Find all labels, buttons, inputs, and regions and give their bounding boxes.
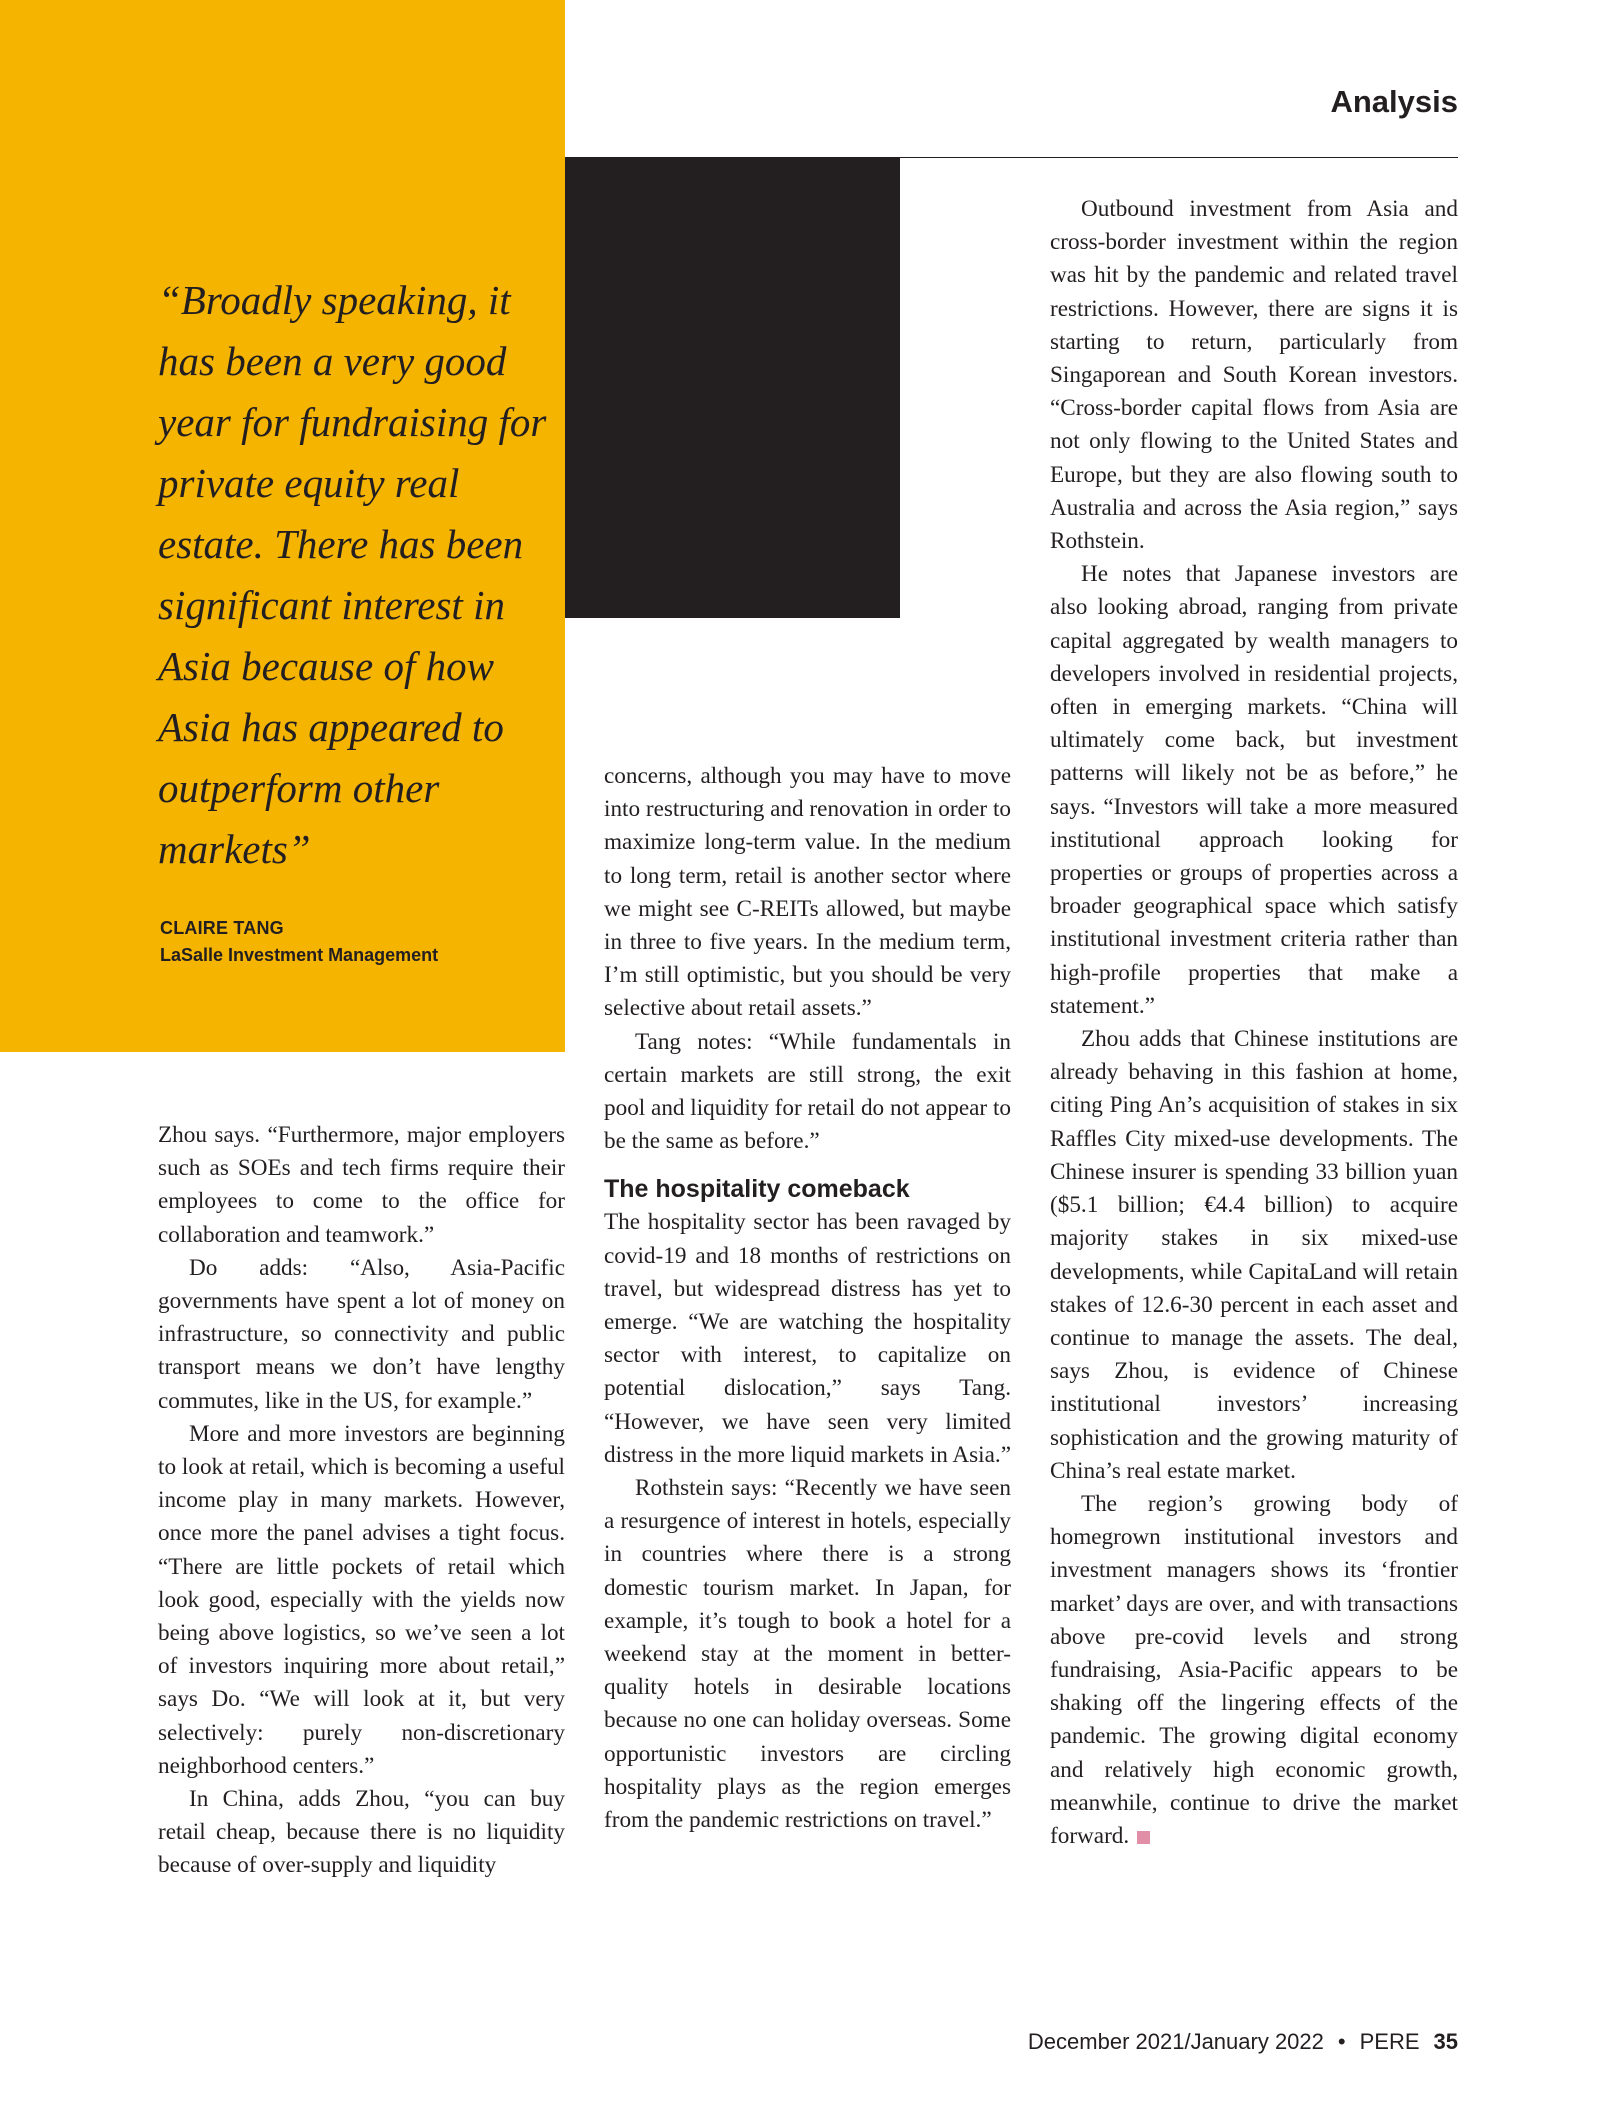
article-column-3 <box>1050 193 1458 1853</box>
paragraph-text: The region’s growing body of homegrown institutional investors and investment managers shows its ‘frontier market’ days are over, and with transactions above pre-covid levels and strong fundraising, Asia-Pacific appears to be shaking off the lingering effects of the pandemic. The growing digital economy and relatively high economic growth, meanwhile, continue to drive the market forward. <box>1050 1490 1458 1849</box>
header-rule <box>565 157 1458 158</box>
pullquote-text: “Broadly speaking, it has been a very good year for fundraising for private equity real estate. There has been significant interest in Asia because of how Asia has appeared to outperform other markets” <box>158 277 547 872</box>
pullquote-attribution-name: CLAIRE TANG <box>160 918 284 938</box>
pullquote-attribution-organization: LaSalle Investment Management <box>160 945 439 965</box>
paragraph: More and more investors are beginning to look at retail, which is becoming a useful income play in many markets. However, once more the panel advises a tight focus. “There are little pockets of retail which look good, especially with the yields now being above logistics, so we’ve seen a lot of investors inquiring more about retail,” says Do. “We will look at it, but very selectively: purely non-discretionary neighborhood centers.” <box>158 1420 565 1779</box>
paragraph: Do adds: “Also, Asia-Pacific governments have spent a lot of money on infrastructure, so connectivity and public transport means we don’t have lengthy commutes, like in the US, for example.” <box>158 1254 565 1414</box>
paragraph-final <box>1050 1488 1458 1853</box>
publication-name: PERE <box>1359 2029 1420 2054</box>
paragraph: Rothstein says: “Recently we have seen a resurgence of interest in hotels, especially in countries where there is a strong domestic tourism market. In Japan, for example, it’s tough to book a hotel for a weekend stay at the moment in better-quality hotels in desirable locations because no one can holiday overseas. Some opportunistic investors are circling hospitality plays as the region emerges from the pandemic restrictions on travel.” <box>604 1475 1011 1834</box>
article-column-1 <box>158 1119 565 1883</box>
issue-date: December 2021/January 2022 <box>1027 2029 1324 2054</box>
subheading: The hospitality comeback <box>604 1175 910 1204</box>
paragraph: Tang notes: “While fundamentals in certain markets are still strong, the exit pool and liquidity for retail do not appear to be the same as before.” <box>604 1028 1011 1155</box>
footer-bullet: • <box>1337 2029 1346 2054</box>
article-column-2 <box>604 760 1011 1837</box>
paragraph: He notes that Japanese investors are also looking abroad, ranging from private capital aggregated by wealth managers to developers involved in residential projects, often in emerging markets. “China will ultimately come back, but investment patterns will likely not be as before,” he says. “Investors will take a more measured institutional approach looking for properties or groups of properties across a broader geographical space which satisfy institutional investment criteria rather than high-profile properties that make a statement.” <box>1050 561 1458 1019</box>
paragraph: concerns, although you may have to move into restructuring and renovation in order to maximize long-term value. In the medium to long term, retail is another sector where we might see C-REITs allowed, but maybe in three to five years. In the medium term, I’m still optimistic, but you should be very selective about retail assets.” <box>604 763 1011 1022</box>
page-footer <box>1028 2029 1458 2055</box>
end-of-article-mark <box>1137 1831 1150 1844</box>
page-number: 35 <box>1433 2029 1458 2054</box>
paragraph: The hospitality sector has been ravaged by covid-19 and 18 months of restrictions on travel, but widespread distress has yet to emerge. “We are watching the hospitality sector with interest, to capitalize on potential dislocation,” says Tang. “However, we have seen very limited distress in the more liquid markets in Asia.” <box>604 1209 1012 1468</box>
paragraph: Zhou adds that Chinese institutions are already behaving in this fashion at home, citing Ping An’s acquisition of stakes in six Raffles City mixed-use developments. The Chinese insurer is spending 33 billion yuan ($5.1 billion; €4.4 billion) to acquire majority stakes in six mixed-use developments, while CapitaLand will retain stakes of 12.6-30 percent in each asset and continue to manage the assets. The deal, says Zhou, is evidence of Chinese institutional investors’ increasing sophistication and the growing maturity of China’s real estate market. <box>1050 1026 1458 1484</box>
pullquote-panel <box>0 0 565 1052</box>
paragraph: Zhou says. “Furthermore, major employers such as SOEs and tech firms require their employees to come to the office for collaboration and teamwork.” <box>158 1122 565 1248</box>
section-label: Analysis <box>1330 84 1458 119</box>
paragraph: Outbound investment from Asia and cross-border investment within the region was hit by the pandemic and related travel restrictions. However, there are signs it is starting to return, particularly from Singaporean and South Korean investors. “Cross-border capital flows from Asia are not only flowing to the United States and Europe, but they are also flowing south to Australia and across the Asia region,” says Rothstein. <box>1050 196 1458 555</box>
paragraph: In China, adds Zhou, “you can buy retail cheap, because there is no liquidity because of over-supply and liquidity <box>158 1786 565 1879</box>
decorative-black-block <box>565 158 900 618</box>
